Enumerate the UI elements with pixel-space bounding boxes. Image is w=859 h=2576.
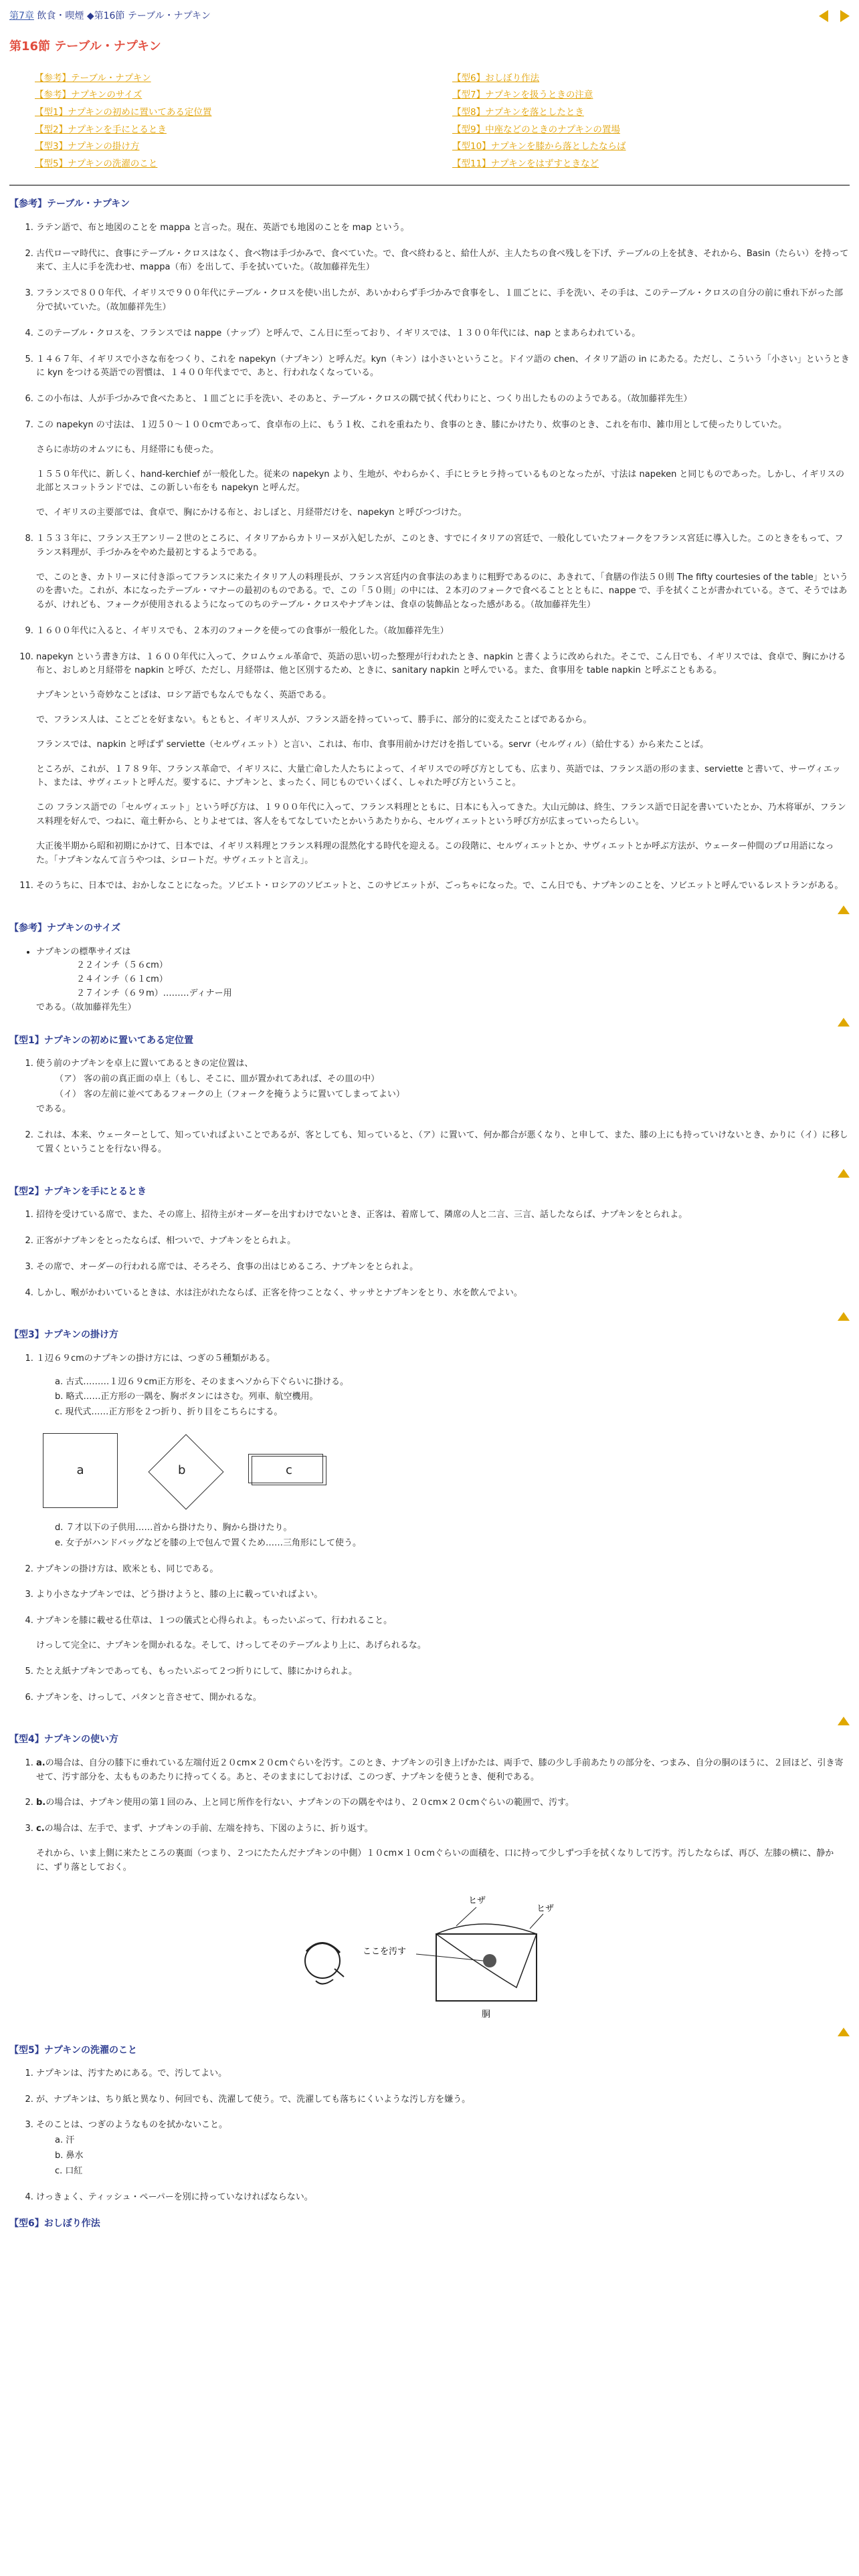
back-to-top-icon[interactable] bbox=[838, 905, 850, 914]
toc-link[interactable]: 【型9】中座などのときのナプキンの置場 bbox=[452, 124, 620, 135]
s3-list bbox=[9, 1057, 850, 1157]
list-item: 2. が、ナプキンは、ちり紙と異なり、何回でも、洗濯して使う。で、洗濯しても落ちにくいような汚し方を嫌う。 bbox=[36, 2093, 850, 2107]
toc-link[interactable]: 【型8】ナプキンを落としたとき bbox=[452, 106, 584, 118]
list-item bbox=[36, 1665, 850, 1679]
fold-square-shape bbox=[43, 1433, 118, 1508]
fig-label-knee-2: ヒザ bbox=[537, 1903, 555, 1914]
paragraph: この フランス語での「セルヴィエット」という呼び方は、１９００年代に入って、フランス料理とともに、日本にも入ってきた。大山元帥は、終生、フランス語で日記を書いていたとか、乃木将軍が、フランス料理を好んで、つねに、竜土軒から、とりよせては、客人をもてなしていたとかいうあたりから、セルヴィエットという呼び方が広まっていったらしい。 bbox=[36, 802, 846, 827]
option-letter: a. bbox=[36, 1757, 45, 1768]
section-name: ナプキンのサイズ bbox=[47, 923, 121, 934]
list-item bbox=[36, 327, 850, 341]
text-line: a. 汗 bbox=[55, 2135, 75, 2146]
paragraph: 9. １６００年代に入ると、イギリスでも、２本刃のフォークを使っての食事が一般化した。（故加藤祥先生） bbox=[36, 625, 449, 636]
section-name: ナプキンの掛け方 bbox=[43, 1329, 119, 1341]
list-item bbox=[36, 1235, 850, 1249]
paragraph: 1. ラテン語で、布と地図のことを mappa と言った。現在、英語でも地図のことを map という。 bbox=[36, 222, 409, 233]
list-item: 4. けっきょく、ティッシュ・ペーパーを別に持っていなければならない。 bbox=[36, 2191, 850, 2205]
text-line: 1. 使う前のナプキンを卓上に置いてあるときの定位置は、 bbox=[36, 1059, 254, 1069]
paragraph: 3. c.の場合は、左手で、まず、ナプキンの手前、左端を持ち、下図のように、折り返す。 bbox=[36, 1824, 373, 1834]
toc-link[interactable]: 【型1】ナプキンの初めに置いてある定位置 bbox=[35, 106, 212, 118]
toc-right-column bbox=[452, 72, 850, 175]
text-line: である。 bbox=[36, 1104, 72, 1115]
list-item bbox=[36, 1757, 850, 1785]
list-item bbox=[36, 1208, 850, 1222]
paragraph: 2. 古代ローマ時代に、食事にテーブル・クロスはなく、食べ物は手づかみで、食べていた。で、食べ終わると、給仕人が、主人たちの食べ残しを下げ、テーブルの上を拭き、それから、Basin（たらい）を持って来て、主人に手を洗わせ、mappa（布）を出して、手を拭いていた。（故加藤祥先生） bbox=[36, 248, 849, 273]
section-tag: 【型5】 bbox=[9, 2044, 44, 2056]
list-item bbox=[36, 1691, 850, 1705]
s5-list bbox=[9, 1352, 850, 1551]
paragraph: 3. より小さなナプキンでは、どう掛けようと、膝の上に載っていればよい。 bbox=[36, 1590, 323, 1600]
paragraph: さらに赤坊のオムツにも、月経帯にも使った。 bbox=[36, 444, 219, 455]
list-item bbox=[36, 1352, 850, 1551]
paragraph: 4. このテーブル・クロスを、フランスでは nappe（ナップ）と呼んで、こん日に至っており、イギリスでは、１３００年代には、nap とまあらわれている。 bbox=[36, 328, 641, 338]
s2-list bbox=[9, 946, 850, 1015]
paragraph: 8. １５３３年に、フランス王アンリー２世のところに、イタリアからカトリーヌが入妃したが、このとき、すでにイタリアの宮廷で、一般化していたフォークをフランス宮廷に導入した。このときをもって、フランス料理が、手づかみをやめた最初とするようである。 bbox=[36, 533, 844, 558]
back-to-top-row bbox=[9, 1312, 850, 1321]
section-tag: 【型3】 bbox=[9, 1329, 44, 1341]
section-heading bbox=[9, 197, 850, 211]
back-to-top-row bbox=[9, 905, 850, 914]
list-item bbox=[36, 879, 850, 893]
size-line: である。（故加藤祥先生） bbox=[36, 1002, 136, 1012]
text-line: c. 現代式……正方形を２つ折り、折り目をこちらにする。 bbox=[55, 1407, 283, 1418]
s4-list bbox=[9, 1208, 850, 1300]
list-item: 2. これは、本来、ウェーターとして、知っていればよいことであるが、客としても、知っていると、（ア）に置いて、何か都合が悪くなり、と申して、また、膝の上にも持っていけないとき、かりに（イ）に移して置くということを行ない得る。 bbox=[36, 1129, 850, 1157]
section-heading bbox=[9, 921, 850, 936]
back-to-top-icon[interactable] bbox=[838, 1717, 850, 1725]
prev-page-icon[interactable] bbox=[819, 10, 828, 22]
chapter-link[interactable]: 第7章 bbox=[9, 10, 34, 21]
list-item bbox=[36, 1796, 850, 1810]
section-name: おしぼり作法 bbox=[43, 2218, 100, 2230]
toc-left-column bbox=[35, 72, 432, 175]
size-line: ２７インチ（６９m）………ディナー用 bbox=[76, 988, 232, 999]
fig-label-torso: 胴 bbox=[482, 2009, 491, 2020]
paragraph: で、イギリスの主要部では、食卓で、胸にかける布と、おしぼと、月経帯だけを、napekyn と呼びつづけた。 bbox=[36, 508, 467, 518]
list-item bbox=[36, 353, 850, 381]
section-heading bbox=[9, 1732, 850, 1747]
paragraph: 大正後半期から昭和初期にかけて、日本では、イギリス料理とフランス料理の混然化する時代を迎える。この段階に、セルヴィエットとか、サヴィエットとか呼ぶ方法が、ウェーター仲間のプロ用語になった。「ナプキンなんて言うやつは、シロートだ。サヴィエットと言え」。 bbox=[36, 841, 834, 865]
paragraph: 3. その席で、オーダーの行われる席では、そろそろ、食事の出はじめるころ、ナプキンをとられよ。 bbox=[36, 1261, 419, 1272]
shape-label: c bbox=[286, 1463, 292, 1477]
divider bbox=[9, 185, 850, 186]
paragraph: 2. 正客がナプキンをとったならば、相ついで、ナプキンをとられよ。 bbox=[36, 1235, 296, 1246]
list-item bbox=[36, 532, 850, 613]
paragraph: 10. napekyn という書き方は、１６００年代に入って、クロムウェル革命で、英語の思い切った整理が行われたとき、napkin と書くように改められた。そこで、こん日でも、イギリスでは、食卓で、胸にかける布と、おしめと月経帯を napkin と呼び、ただし、月経帯は、他と区別するため、ときに、sanitary napkin と呼んでいる。また、食事用を table napkin と呼ぶこともある。 bbox=[36, 651, 846, 676]
toc-link[interactable]: 【型2】ナプキンを手にとるとき bbox=[35, 124, 167, 135]
list-item bbox=[36, 1588, 850, 1602]
list-item bbox=[36, 247, 850, 276]
option-letter: b. bbox=[36, 1798, 46, 1808]
paragraph: それから、いま上側に来たところの裏面（つまり、２つにたたんだナプキンの中側）１０cm×１０cmぐらいの面積を、口に持って少しずつ手を拭くなりして汚す。汚したならば、再び、左膝の横に、静かに、ずり落としておく。 bbox=[36, 1848, 834, 1872]
fold-rect-shape bbox=[252, 1456, 326, 1485]
paragraph: ナプキンという奇妙なことばは、ロシア語でもなんでもなく、英語である。 bbox=[36, 690, 332, 701]
text-line: 3. そのことは、つぎのようなものを拭かないこと。 bbox=[36, 2120, 228, 2131]
text-line: d. ７才以下の子供用……首から掛けたり、胸から掛けたり。 bbox=[55, 1522, 292, 1533]
section-tag: 【参考】 bbox=[9, 923, 47, 934]
back-to-top-icon[interactable] bbox=[838, 1018, 850, 1027]
back-to-top-row bbox=[9, 1717, 850, 1725]
fig-label-knee-1: ヒザ bbox=[468, 1895, 486, 1906]
back-to-top-row bbox=[9, 1169, 850, 1178]
paragraph: 11. そのうちに、日本では、おかしなことになった。ソビエト・ロシアのソビエットと、このサビエットが、ごっちゃになった。で、こん日でも、ナプキンのことを、ソビエットと呼んでいるレストランがある。 bbox=[36, 881, 844, 891]
list-item bbox=[36, 419, 850, 520]
back-to-top-row bbox=[9, 2028, 850, 2036]
page-title: 第16節 テーブル・ナプキン bbox=[9, 39, 161, 53]
paragraph: 6. この小布は、人が手づかみで食べたあと、１皿ごとに手を洗い、そのあと、テーブル・クロスの隅で拭く代わりにと、つくり出したもののようである。（故加藤祥先生） bbox=[36, 394, 692, 405]
back-to-top-icon[interactable] bbox=[838, 2028, 850, 2036]
text-line: e. 女子がハンドバッグなどを膝の上で包んで置くため……三角形にして使う。 bbox=[55, 1537, 362, 1548]
table-of-contents bbox=[9, 72, 850, 175]
shape-label: a bbox=[76, 1463, 84, 1477]
text-line: （イ） 客の左前に並べてあるフォークの上（フォークを掩うように置いてしまってよい） bbox=[55, 1089, 405, 1099]
list-item bbox=[36, 221, 850, 235]
list-item bbox=[36, 1822, 850, 1874]
breadcrumb-text: 飲食・喫煙 ◆第16節 テーブル・ナプキン bbox=[37, 10, 211, 21]
toc-link[interactable]: 【参考】テーブル・ナプキン bbox=[35, 72, 151, 84]
s6-list bbox=[9, 1757, 850, 1875]
section-heading bbox=[9, 2216, 850, 2231]
paragraph: 1. a.の場合は、自分の膝下に垂れている左端付近２０cm×２０cmぐらいを汚す。このとき、ナプキンの引き上げかたは、両手で、膝の少し手前あたりの部分を、つまみ、自分の胴のほうに、２回ほど、引き寄せて、汚す部分を、太もものあたりに持ってくる。あと、そのままにしておけば、このつぎ、ナプキンを使うとき、便利である。 bbox=[36, 1757, 844, 1782]
size-line: ２４インチ（６１cm） bbox=[76, 974, 168, 985]
toc-link[interactable]: 【参考】ナプキンのサイズ bbox=[35, 90, 142, 101]
paragraph: で、フランス人は、ことごとを好まない。もともと、イギリス人が、フランス語を持っていって、勝手に、部分的に変えたことばであるから。 bbox=[36, 715, 592, 726]
fig-label-dirty-here: ここを汚す bbox=[363, 1946, 407, 1957]
list-item bbox=[36, 1614, 850, 1653]
next-page-icon[interactable] bbox=[840, 10, 850, 22]
s7-list bbox=[9, 2067, 850, 2205]
section-tag: 【型6】 bbox=[9, 2218, 44, 2230]
size-line: • ナプキンの標準サイズは bbox=[36, 946, 131, 957]
paragraph: ところが、これが、１７８９年、フランス革命で、イギリスに、大量亡命した人たちによって、イギリスでの呼び方としても、広まり、英語では、フランス語の形のまま、serviette と書いて、サーヴィエット、または、サヴィエットと呼んだ。要するに、ナプキンと、まったく、同じものでいくばく、しゃれた呼び方ということ。 bbox=[36, 764, 841, 788]
toc-link[interactable]: 【型10】ナプキンを膝から落としたならば bbox=[452, 141, 626, 152]
fold-diamond-shape bbox=[145, 1430, 225, 1511]
paragraph: 5. たとえ紙ナプキンであっても、もったいぶって２つ折りにして、膝にかけられよ。 bbox=[36, 1666, 357, 1677]
size-line: ２２インチ（５６cm） bbox=[76, 960, 168, 971]
back-to-top-icon[interactable] bbox=[838, 1169, 850, 1178]
back-to-top-row bbox=[9, 1018, 850, 1027]
section-name: ナプキンの初めに置いてある定位置 bbox=[43, 1035, 194, 1046]
header-bar bbox=[9, 0, 850, 32]
section-tag: 【参考】 bbox=[9, 199, 47, 210]
list-item bbox=[36, 1261, 850, 1275]
text-line: b. 略式……正方形の一隅を、胸ボタンにはさむ。列車、航空機用。 bbox=[55, 1392, 318, 1402]
section-heading bbox=[9, 1327, 850, 1342]
section-tag: 【型4】 bbox=[9, 1734, 44, 1745]
list-item bbox=[36, 946, 850, 1015]
paragraph: 1. 招待を受けている席で、また、その席上、招待主がオーダーを出すわけでないとき、正客は、着席して、隣席の人と二言、三言、話したならば、ナプキンをとられよ。 bbox=[36, 1210, 688, 1220]
paragraph: 4. しかし、喉がかわいているときは、水は注がれたならば、正客を待つことなく、サッサとナプキンをとり、水を飲んでよい。 bbox=[36, 1287, 522, 1298]
paragraph: 2. ナプキンの掛け方は、欧米とも、同じである。 bbox=[36, 1564, 219, 1574]
list-item bbox=[36, 287, 850, 315]
paragraph: 7. この napekyn の寸法は、１辺５０～１００cmであって、食卓布の上に、もう１枚、これを重ねたり、食事のとき、膝にかけたり、炊事のとき、これを布巾、雑巾用として使ったりしていた。 bbox=[36, 419, 787, 430]
fold-diagram bbox=[36, 1430, 850, 1511]
napkin-figure bbox=[9, 1887, 850, 2021]
page-nav bbox=[819, 10, 850, 22]
napkin-fold-illustration bbox=[282, 1887, 577, 2021]
option-letter: c. bbox=[36, 1824, 45, 1834]
shape-label: b bbox=[178, 1463, 186, 1477]
section-name: テーブル・ナプキン bbox=[47, 199, 130, 210]
list-item: 1. ナプキンは、汚すためにある。で、汚してよい。 bbox=[36, 2067, 850, 2081]
list-item bbox=[36, 393, 850, 407]
text-line: b. 鼻水 bbox=[55, 2151, 84, 2161]
toc-link[interactable]: 【型3】ナプキンの掛け方 bbox=[35, 141, 140, 152]
back-to-top-icon[interactable] bbox=[838, 1312, 850, 1321]
s1-list bbox=[9, 221, 850, 894]
section-name: ナプキンを手にとるとき bbox=[43, 1186, 147, 1197]
paragraph: 3. フランスで８００年代、イギリスで９００年代にテーブル・クロスを使い出したが、あいかわらず手づかみで食事をし、１皿ごとに、手を洗い、その手は、このテーブル・クロスの自分の前に垂れ下がった部分で拭いていた。（故加藤祥先生） bbox=[36, 288, 844, 312]
paragraph: けっして完全に、ナプキンを開かれるな。そして、けっしてそのテーブルより上に、あげられるな。 bbox=[36, 1640, 426, 1650]
section-tag: 【型2】 bbox=[9, 1186, 44, 1197]
text-line: （ア） 客の前の真正面の卓上（もし、そこに、皿が置かれてあれば、その皿の中） bbox=[55, 1073, 380, 1084]
paragraph: １５５０年代に、新しく、hand-kerchief が一般化した。従来の napekyn より、生地が、やわらかく、手にヒラヒラ持っているものとなったが、寸法は napeken と同じものであった。しかし、イギリスの北部とスコットランドでは、この新しい布をも napekyn と呼んだ。 bbox=[36, 469, 845, 494]
text-line: c. 口紅 bbox=[55, 2165, 83, 2176]
breadcrumb bbox=[9, 9, 211, 23]
paragraph: 2. b.の場合は、ナプキン使用の第１回のみ、上と同じ所作を行ない、ナプキンの下の隅をやはり、２０cm×２０cmぐらいの範囲で、汚す。 bbox=[36, 1798, 574, 1808]
paragraph: 4. ナプキンを膝に載せる仕草は、１つの儀式と心得られよ。もったいぶって、行われること。 bbox=[36, 1616, 393, 1626]
section-heading bbox=[9, 1184, 850, 1199]
section-name: ナプキンの使い方 bbox=[43, 1734, 119, 1745]
text-line: 1. １辺６９cmのナプキンの掛け方には、つぎの５種類がある。 bbox=[36, 1353, 276, 1364]
section-tag: 【型1】 bbox=[9, 1035, 44, 1046]
paragraph: フランスでは、napkin と呼ばず serviette（セルヴィエット）と言い、これは、布巾、食事用前かけだけを指している。servr（セルヴィル）（給仕する）から来たことば。 bbox=[36, 739, 709, 750]
toc-link[interactable]: 【型11】ナプキンをはずすときなど bbox=[452, 158, 599, 169]
list-item bbox=[36, 625, 850, 639]
toc-link[interactable]: 【型6】おしぼり作法 bbox=[452, 72, 540, 84]
section-heading bbox=[9, 1033, 850, 1048]
list-item bbox=[36, 651, 850, 868]
list-item bbox=[36, 1287, 850, 1301]
list-item bbox=[36, 1563, 850, 1577]
list-item bbox=[36, 2119, 850, 2178]
toc-link[interactable]: 【型5】ナプキンの洗濯のこと bbox=[35, 158, 158, 169]
paragraph: 5. １４６７年、イギリスで小さな布をつくり、これを napekyn（ナプキン）と呼んだ。kyn（キン）は小さいということ。ドイツ語の chen、イタリア語の in にあたる。ただし、こういう「小さい」というときに kyn をつける英語での習慣は、１４００年代までで、あと、行われなくなっている。 bbox=[36, 354, 850, 379]
section-heading bbox=[9, 2043, 850, 2058]
s5-list-cont bbox=[9, 1563, 850, 1705]
paragraph: 6. ナプキンを、けっして、パタンと音させて、開かれるな。 bbox=[36, 1692, 262, 1703]
paragraph: で、このとき、カトリーヌに付き添ってフランスに来たイタリア人の料理長が、フランス宮廷内の食事法のあまりに粗野であるのに、あきれて、「食膳の作法５０則 The fifty courtesies of the table」というのを書いた。これが、本になったテーブル・マナーの最初のものである。で、この「５０則」の中には、２本刃のフォークで食べることとともに、nappe で、手を拭くことが書かれている。さて、そうではあるが、けれども、フォークが使用されるようになってのちのテーブル・クロスやナプキンは、食卓の装飾品となった感がある。（故加藤祥先生） bbox=[36, 572, 848, 611]
list-item bbox=[36, 1057, 850, 1117]
section-name: ナプキンの洗濯のこと bbox=[43, 2044, 138, 2056]
toc-link[interactable]: 【型7】ナプキンを扱うときの注意 bbox=[452, 90, 593, 101]
text-line: a. 古式………１辺６９cm正方形を、そのままヘソから下ぐらいに掛ける。 bbox=[55, 1376, 349, 1387]
